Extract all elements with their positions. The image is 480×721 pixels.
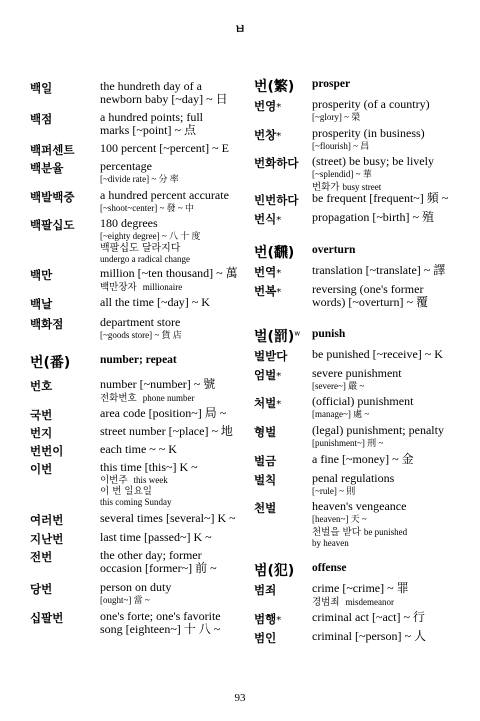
headword: 백발백중	[30, 190, 75, 204]
definition: propagation [~birth] ~ 殖	[312, 210, 434, 224]
definition: translation [~translate] ~ 譯	[312, 263, 446, 277]
definition: this time [this~] K ~ 이번주 this week 이 번 일요일 this coming Sunday	[100, 460, 198, 507]
definition: reversing (one's former words) [~overturn] ~ 覆	[312, 282, 428, 309]
headword: 백만	[30, 268, 53, 282]
section-heading-beol-punish: 벌(罰)$^w$ punish	[254, 328, 346, 345]
definition: be frequent [frequent~] 頻 ~	[312, 191, 449, 205]
definition: criminal act [~act] ~ 行	[312, 610, 425, 624]
definition: crime [~crime] ~ 罪 경범죄 misdemeanor	[312, 581, 409, 608]
definition: street number [~place] ~ 地	[100, 424, 233, 438]
definition: heaven's vengeance [heaven~] 天 ~ 천벌을 받다 be punished by heaven	[312, 499, 408, 548]
definition: number [~number] ~ 號 전화번호 phone number	[100, 377, 216, 404]
headword: 범죄	[254, 583, 277, 597]
headword: 백화점	[30, 317, 64, 331]
definition: the hundreth day of a newborn baby [~day] ~ 日	[100, 79, 228, 106]
headword: 전번	[30, 550, 53, 564]
definition: criminal [~person] ~ 人	[312, 629, 426, 643]
headword: 벌금	[254, 454, 277, 468]
definition: be punished [~receive] ~ K	[312, 347, 443, 361]
definition: 100 percent [~percent] ~ E	[100, 141, 229, 155]
definition: a fine [~money] ~ 金	[312, 452, 414, 466]
headword: 백날	[30, 297, 53, 311]
section-heading-beon-number: 번(番) number; repeat	[30, 354, 177, 371]
headword: 번창*	[254, 128, 282, 142]
headword: 당번	[30, 582, 53, 596]
page-header: ㅂ	[234, 22, 246, 36]
definition: person on duty [ought~] 當 ~	[100, 580, 172, 605]
definition: a hundred percent accurate [~shoot~center] ~ 發 ~ 中	[100, 188, 229, 213]
definition: one's forte; one's favorite song [eighteen~] 十 八 ~	[100, 609, 221, 636]
headword: 번지	[30, 426, 53, 440]
headword: 범행*	[254, 612, 282, 626]
headword: 백분율	[30, 161, 64, 175]
section-heading-beon-overturn: 번(飜) overturn	[254, 244, 356, 261]
definition: severe punishment [severe~] 嚴 ~	[312, 366, 402, 391]
definition: (legal) punishment; penalty [punishment~] 刑 ~	[312, 423, 444, 448]
headword: 번영*	[254, 99, 282, 113]
definition: million [~ten thousand] ~ 萬 백만장자 millionaire	[100, 266, 238, 293]
definition: a hundred points; full marks [~point] ~ 点	[100, 110, 203, 137]
section-heading-beon-prosper: 번(繁) prosper	[254, 78, 351, 95]
headword: 지난번	[30, 532, 64, 546]
definition: all the time [~day] ~ K	[100, 295, 210, 309]
definition: last time [passed~] K ~	[100, 530, 212, 544]
headword: 백팔십도	[30, 218, 75, 232]
definition: 180 degrees [~eighty degree] ~ 八 十 度 백팔십도 달라지다 undergo a radical change	[100, 216, 201, 264]
headword: 국번	[30, 408, 53, 422]
headword: 번역*	[254, 265, 282, 279]
definition: area code [position~] 局 ~	[100, 406, 227, 420]
headword: 십팔번	[30, 611, 64, 625]
definition: (official) punishment [manage~] 處 ~	[312, 394, 414, 419]
headword: 백퍼센트	[30, 143, 75, 157]
headword: 벌받다	[254, 349, 288, 363]
definition: (street) be busy; be lively [~splendid] ~ 華 번화가 busy street	[312, 154, 434, 193]
headword: 처벌*	[254, 396, 282, 410]
headword: 백일	[30, 81, 53, 95]
headword: 빈번하다	[254, 193, 299, 207]
headword: 천벌	[254, 501, 277, 515]
headword: 백점	[30, 112, 53, 126]
headword: 엄벌*	[254, 368, 282, 382]
definition: prosperity (of a country) [~glory] ~ 榮	[312, 97, 430, 122]
headword: 번화하다	[254, 156, 299, 170]
definition: several times [several~] K ~	[100, 511, 236, 525]
definition: department store [~goods store] ~ 貨 店	[100, 315, 182, 340]
definition: penal regulations [~rule] ~ 則	[312, 471, 395, 496]
headword: 이번	[30, 462, 53, 476]
headword: 번번이	[30, 444, 64, 458]
definition: each time ~ ~ K	[100, 442, 177, 456]
headword: 번복*	[254, 284, 282, 298]
headword: 번식*	[254, 212, 282, 226]
definition: the other day; former occasion [former~] 前 ~	[100, 548, 217, 575]
headword: 벌칙	[254, 473, 277, 487]
definition: prosperity (in business) [~flourish] ~ 昌	[312, 126, 425, 151]
headword: 범인	[254, 631, 277, 645]
headword: 형벌	[254, 425, 277, 439]
headword: 번호	[30, 379, 53, 393]
section-heading-beom-offense: 범(犯) offense	[254, 562, 347, 579]
headword: 여러번	[30, 513, 64, 527]
page-number: 93	[234, 692, 246, 704]
definition: percentage [~divide rate] ~ 分 率	[100, 159, 179, 184]
